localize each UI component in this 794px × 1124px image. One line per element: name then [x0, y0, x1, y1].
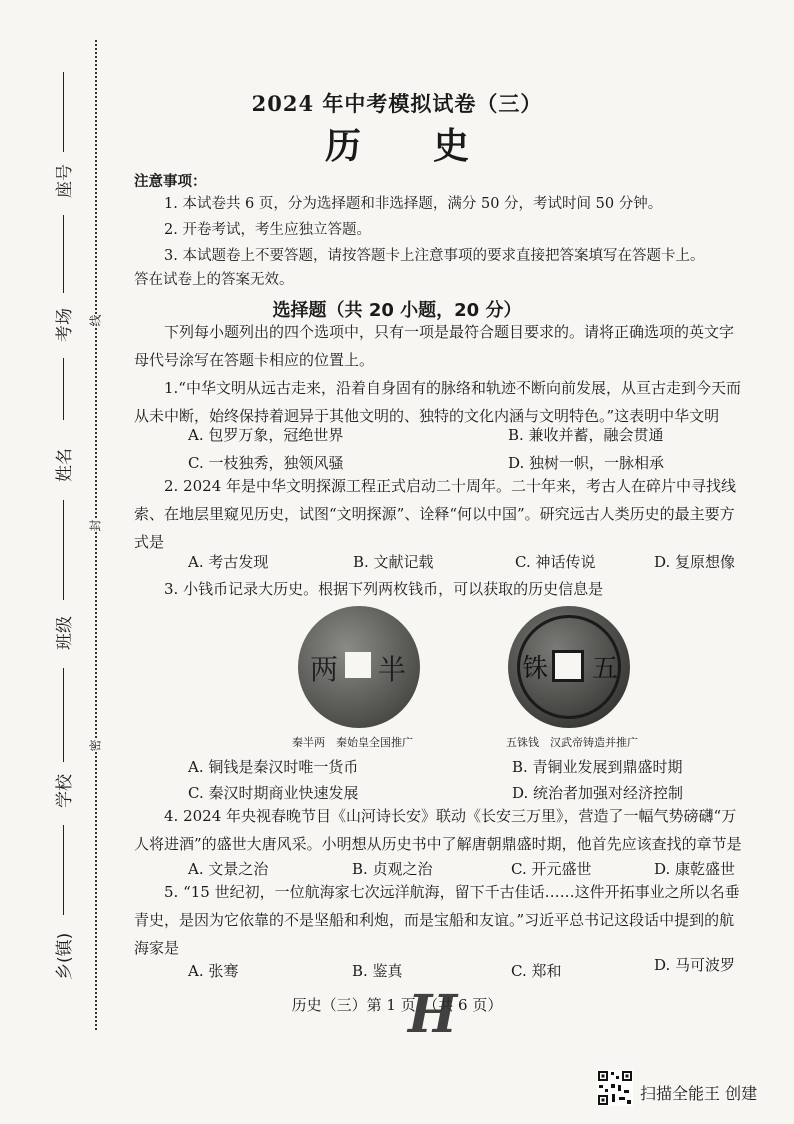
- watermark-mark: H: [408, 984, 458, 1045]
- q3-option-c[interactable]: C. 秦汉时期商业快速发展: [188, 784, 359, 802]
- q2-option-b[interactable]: B. 文献记载: [353, 553, 434, 571]
- binding-secret-mark: 密: [85, 739, 106, 751]
- qin-banliang-coin-image: [298, 606, 420, 728]
- q1-option-c[interactable]: C. 一枝独秀，独领风骚: [188, 454, 344, 472]
- scanner-watermark-text: 扫描全能王 创建: [640, 1084, 758, 1103]
- q5-option-d[interactable]: D. 马可波罗: [654, 956, 736, 974]
- coin-2-caption: 五铢钱 汉武帝铸造并推广: [506, 736, 638, 749]
- q5-option-a[interactable]: A. 张骞: [188, 962, 239, 980]
- subject-title: 历 史: [324, 125, 469, 167]
- q4-option-a[interactable]: A. 文景之治: [188, 860, 269, 878]
- q1-option-a[interactable]: A. 包罗万象，冠绝世界: [188, 426, 344, 444]
- q3-option-d[interactable]: D. 统治者加强对经济控制: [512, 784, 684, 802]
- notice-item-2: 2. 开卷考试，考生应独立答题。: [164, 222, 371, 238]
- notice-item-3: 3. 本试题卷上不要答题，请按答题卡上注意事项的要求直接把答案填写在答题卡上。: [164, 248, 705, 264]
- binding-seal-mark: 封: [85, 519, 106, 531]
- class-blank: [63, 500, 64, 600]
- school-label: 学校: [55, 774, 75, 808]
- question-3-stem: 3. 小钱币记录大历史。根据下列两枚钱币，可以获取的历史信息是: [164, 580, 604, 598]
- notice-item-1: 1. 本试卷共 6 页，分为选择题和非选择题，满分 50 分，考试时间 50 分钟。: [164, 196, 663, 212]
- class-label: 班级: [55, 616, 75, 650]
- q3-option-b[interactable]: B. 青铜业发展到鼎盛时期: [512, 758, 683, 776]
- room-label: 考场: [55, 308, 75, 342]
- coin-char-zhu: 铢: [522, 654, 549, 684]
- q4-option-c[interactable]: C. 开元盛世: [511, 860, 592, 878]
- q1-option-d[interactable]: D. 独树一帜，一脉相承: [508, 454, 665, 472]
- qr-code-icon: [597, 1070, 633, 1106]
- coin-char-liang: 两: [310, 653, 339, 686]
- q4-option-d[interactable]: D. 康乾盛世: [654, 860, 736, 878]
- room-blank: [63, 215, 64, 293]
- name-label: 姓名: [55, 448, 75, 482]
- notice-item-3-cont: 答在试卷上的答案无效。: [134, 272, 294, 288]
- question-5-stem: 5. “15 世纪初，一位航海家七次远洋航海，留下千古佳话……这件开拓事业之所以名垂青史，是因为它依靠的不是坚船和利炮，而是宝船和友谊。”习近平总书记这段话中提到的航海家是: [134, 883, 740, 957]
- notice-heading: 注意事项：: [134, 174, 207, 190]
- dotted-binding-line: [95, 40, 97, 1030]
- q2-option-d[interactable]: D. 复原想像: [654, 553, 736, 571]
- question-4-stem: 4. 2024 年央视春晚节目《山河诗长安》联动《长安三万里》，营造了一幅气势磅礴“万人将进酒”的盛世大唐风采。小明想从历史书中了解唐朝鼎盛时期，他首先应该查找的章节是: [134, 807, 742, 853]
- section-heading: 选择题（共 20 小题，20 分）: [272, 300, 522, 321]
- seat-label: 座号: [55, 164, 75, 198]
- town-blank: [63, 825, 64, 915]
- q1-option-b[interactable]: B. 兼收并蓄，融会贯通: [508, 426, 664, 444]
- q2-option-c[interactable]: C. 神话传说: [515, 553, 596, 571]
- school-blank: [63, 668, 64, 762]
- section-instruction: 下列每小题列出的四个选项中，只有一项是最符合题目要求的。请将正确选项的英文字母代号涂写在答题卡相应的位置上。: [134, 323, 735, 369]
- han-wuzhu-coin-image: [508, 606, 630, 728]
- binding-line-mark: 线: [85, 314, 106, 326]
- q5-option-c[interactable]: C. 郑和: [511, 962, 562, 980]
- q2-option-a[interactable]: A. 考古发现: [188, 553, 269, 571]
- town-label: 乡(镇): [55, 932, 75, 980]
- page-footer: 历史（三）第 1 页 （共 6 页）: [291, 996, 503, 1014]
- coin-square-hole: [552, 650, 584, 682]
- q3-option-a[interactable]: A. 铜钱是秦汉时唯一货币: [188, 758, 359, 776]
- q4-option-b[interactable]: B. 贞观之治: [352, 860, 433, 878]
- question-2-stem: 2. 2024 年是中华文明探源工程正式启动二十周年。二十年来，考古人在碎片中寻找线索、在地层里窥见历史，试图“文明探源”、诠释“何以中国”。研究远古人类历史的最主要方式是: [134, 477, 737, 551]
- coin-square-hole: [345, 652, 371, 678]
- q5-option-b[interactable]: B. 鉴真: [352, 962, 403, 980]
- question-1-stem: 1.“中华文明从远古走来，沿着自身固有的脉络和轨迹不断向前发展，从亘古走到今天而从未中断，始终保持着迥异于其他文明的、独特的文化内涵与文明特色。”这表明中华文明: [134, 379, 741, 425]
- coin-1-caption: 秦半两 秦始皇全国推广: [292, 736, 413, 749]
- exam-title: 2024 年中考模拟试卷（三）: [251, 91, 543, 116]
- name-blank: [63, 358, 64, 420]
- coin-char-ban: 半: [378, 653, 407, 686]
- coin-char-wu: 五: [592, 654, 619, 684]
